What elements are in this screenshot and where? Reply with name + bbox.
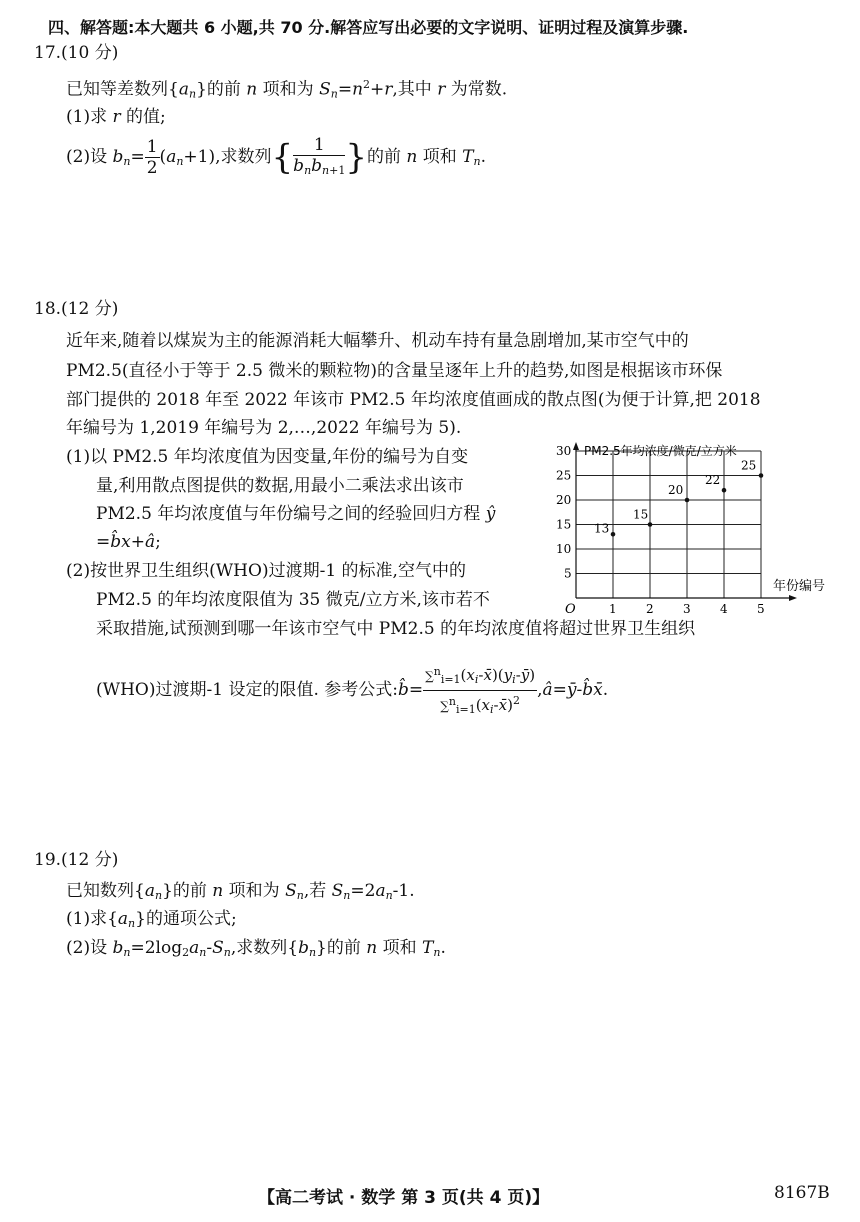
x-tick-label: 5 [757,602,765,616]
data-label: 25 [741,458,757,473]
q18-part1-line-1: (1)以 PM2.5 年均浓度值为因变量,年份的编号为自变 [66,447,469,467]
data-label: 13 [594,521,610,536]
data-label: 20 [668,483,684,497]
y-tick-label: 5 [564,566,572,581]
q18-part1-line-4: =b̂x+â; [96,532,161,552]
q19-stem: 已知数列$\{a_n\}$的前 n 项和为 $S_n$,若 $S_n=2a_n-1$. [66,881,415,902]
q18-line-2: PM2.5(直径小于等于 2.5 微米的颗粒物)的含量呈逐年上升的趋势,如图是根据该市环保 [66,361,723,381]
q17-part1: (1)求 r 的值; [66,107,166,127]
data-label: 15 [633,507,649,522]
data-point [685,498,690,503]
q18-part2-line-3: 采取措施,试预测到哪一年该市空气中 PM2.5 的年均浓度值将超过世界卫生组织 [96,619,696,639]
data-point [611,532,616,537]
q17-stem: 已知等差数列$\{a_n\}$的前 n 项和为 $S_n=n^2+r$,其中 r 为常数. [66,78,508,101]
chart-title: PM2.5年均浓度/微克/立方米 [584,444,737,458]
q17-part2: (2)设 $b_n=$ $\frac{1}{2}$ $(a_n+1)$,求数列{ $\frac{1}{b_nb_{n+1}}$ }的前 n 项和 $T_n$. [66,134,487,178]
y-tick-label: 25 [556,468,572,483]
q19-part2: (2)设 $b_n=2\log_2a_n-S_n$,求数列$\{b_n\}$的前 n 项和 $T_n$. [66,938,446,959]
origin-label: O [565,602,576,617]
data-point [722,488,727,493]
pm25-scatter-chart [552,440,842,620]
data-point [648,522,653,527]
x-axis-arrow [789,595,797,601]
q18-formula: (WHO)过渡期-1 设定的限值. 参考公式:b̂= $\frac{\sum^n_{i=1}(x_i-x̄)(y_i-ȳ)}{\sum^n_{i=1}(x_i-x̄)^2}$ ,â=ȳ-b̂x̄. [96,650,608,730]
q18-part2-line-1: (2)按世界卫生组织(WHO)过渡期-1 的标准,空气中的 [66,561,466,581]
x-tick-label: 3 [683,602,691,616]
q18-number: 18.(12 分) [34,299,119,319]
q18-line-3: 部门提供的 2018 年至 2022 年该市 PM2.5 年均浓度值画成的散点图(为便于计算,把 2018 [66,390,761,410]
x-tick-label: 2 [646,602,654,616]
q18-part1-line-3: PM2.5 年均浓度值与年份编号之间的经验回归方程 ŷ [96,504,496,524]
y-tick-label: 30 [556,444,572,458]
x-tick-label: 1 [609,602,617,616]
q18-line-4: 年编号为 1,2019 年编号为 2,…,2022 年编号为 5). [66,418,462,438]
q18-part1-line-2: 量,利用散点图提供的数据,用最小二乘法求出该市 [96,476,464,496]
x-tick-label: 4 [720,602,728,616]
q19-part1: (1)求$\{a_n\}$的通项公式; [66,909,237,930]
data-point [759,473,764,478]
q19-number: 19.(12 分) [34,850,119,870]
x-axis-label: 年份编号 [773,579,826,594]
data-label: 22 [705,473,721,488]
footer-code: 8167B [774,1183,830,1203]
q18-part2-line-2: PM2.5 的年均浓度限值为 35 微克/立方米,该市若不 [96,590,490,610]
y-tick-label: 10 [556,542,572,556]
y-tick-label: 15 [556,517,572,532]
q17-number: 17.(10 分) [34,43,119,63]
footer-title: 【高二考试 · 数学 第 3 页(共 4 页)】 [258,1188,550,1208]
y-axis-arrow [573,442,579,450]
section-title: 四、解答题:本大题共 6 小题,共 70 分.解答应写出必要的文字说明、证明过程及演算步骤. [48,18,689,37]
q18-line-1: 近年来,随着以煤炭为主的能源消耗大幅攀升、机动车持有量急剧增加,某市空气中的 [66,331,689,351]
y-tick-label: 20 [556,493,572,507]
